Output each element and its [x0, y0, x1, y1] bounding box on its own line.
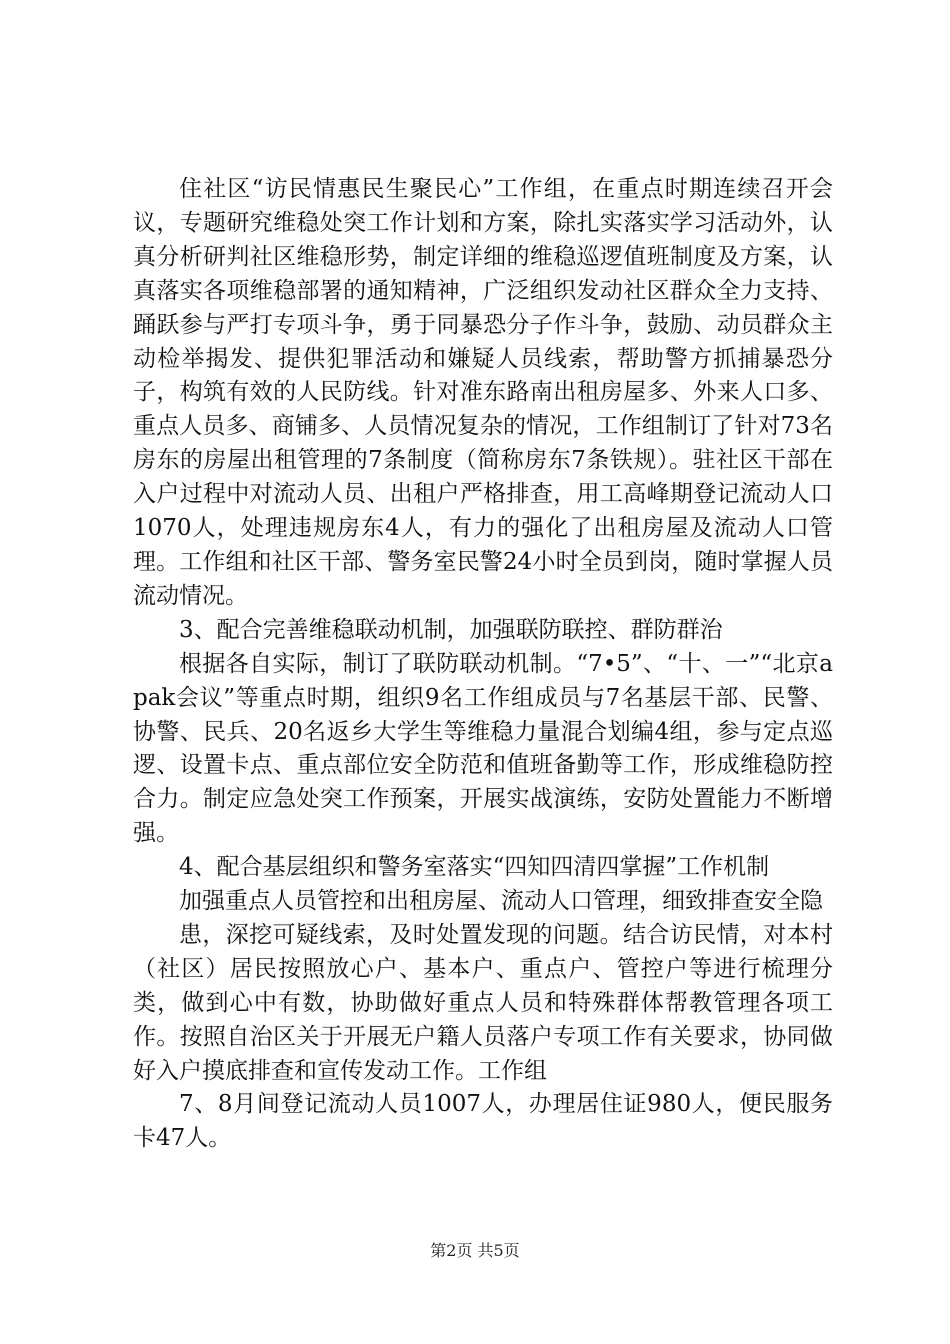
section-heading-4: 4、配合基层组织和警务室落实“四知四清四掌握”工作机制 [179, 854, 770, 881]
page-number-footer: 第2页 共5页 [430, 1241, 520, 1260]
paragraph-joint-defense: 根据各自实际，制订了联防联动机制。“7•5”、“十、一”“北京apak会议”等重点时期，组织9名工作组成员与7名基层干部、民警、协警、民兵、20名返乡大学生等维稳力量混合划编4组，参与定点巡逻、设置卡点、重点部位安全防范和值班备勤等工作，形成维稳防控合力。制定应急处突工作预案，开展实战演练，安防处置能力不断增强。 [133, 650, 833, 847]
paragraph-investigation: 患，深挖可疑线索，及时处置发现的问题。结合访民情，对本村（社区）居民按照放心户、基本户、重点户、管控户等进行梳理分类，做到心中有数，协助做好重点人员和特殊群体帮教管理各项工作。按照自治区关于开展无户籍人员落户专项工作有关要求，协同做好入户摸底排查和宣传发动工作。工作组 [133, 921, 833, 1084]
paragraph-key-personnel: 加强重点人员管控和出租房屋、流动人口管理，细致排查安全隐 [179, 888, 823, 915]
paragraph-registration-stats: 7、8月间登记流动人员1007人，办理居住证980人，便民服务卡47人。 [133, 1091, 833, 1152]
paragraph-work-group: 住社区“访民情惠民生聚民心”工作组，在重点时期连续召开会议，专题研究维稳处突工作计划和方案，除扎实落实学习活动外，认真分析研判社区维稳形势，制定详细的维稳巡逻值班制度及方案，认真落实各项维稳部署的通知精神，广泛组织发动社区群众全力支持、踊跃参与严打专项斗争，勇于同暴恐分子作斗争，鼓励、动员群众主动检举揭发、提供犯罪活动和嫌疑人员线索，帮助警方抓捕暴恐分子，构筑有效的人民防线。针对准东路南出租房屋多、外来人口多、重点人员多、商铺多、人员情况复杂的情况，工作组制订了针对73名房东的房屋出租管理的7条制度（简称房东7条铁规）。驻社区干部在入户过程中对流动人员、出租户严格排查，用工高峰期登记流动人口1070人，处理违规房东4人，有力的强化了出租房屋及流动人口管理。工作组和社区干部、警务室民警24小时全员到岗，随时掌握人员流动情况。 [133, 176, 833, 609]
document-body [133, 173, 833, 1156]
section-heading-3: 3、配合完善维稳联动机制，加强联防联控、群防群治 [179, 616, 723, 643]
